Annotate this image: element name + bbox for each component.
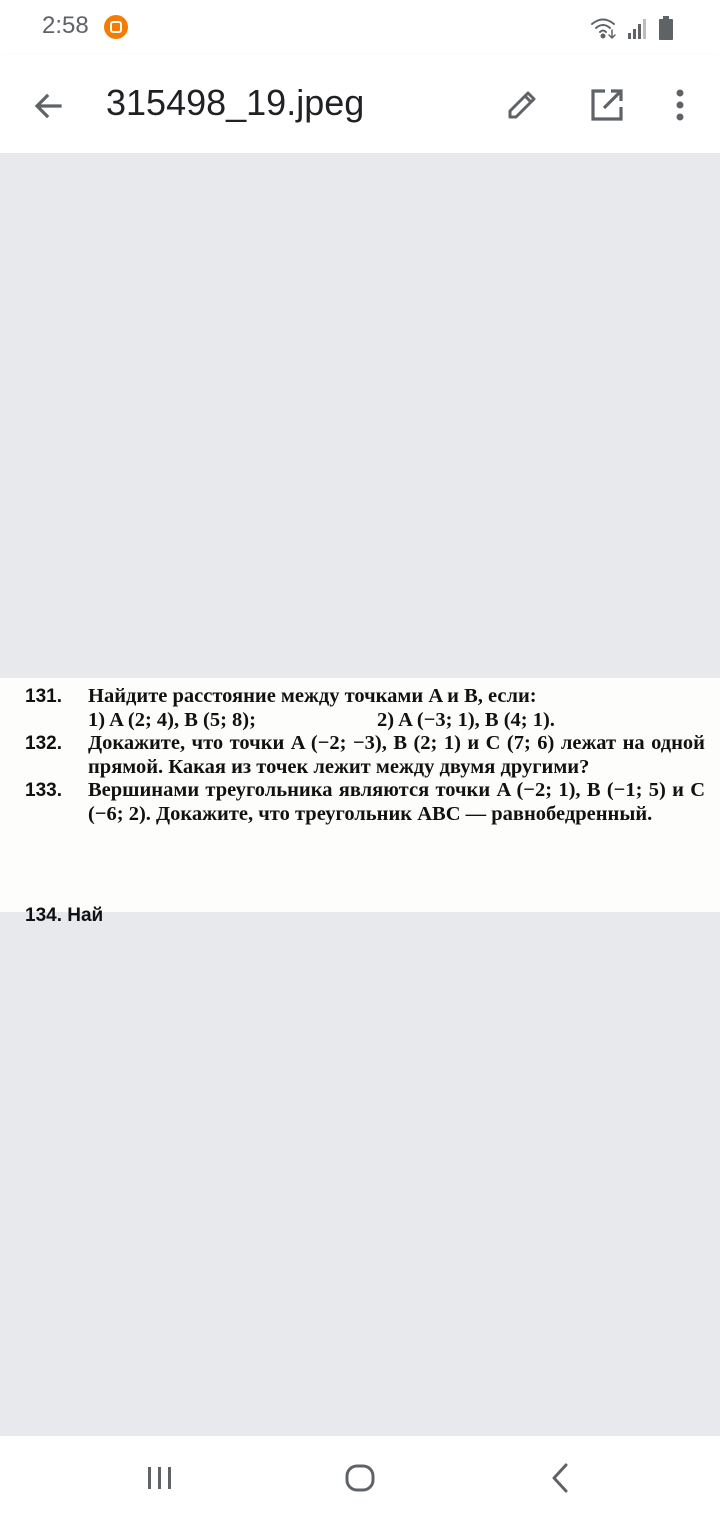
problem-text: Найдите расстояние между точками A и B, если: xyxy=(88,685,537,707)
status-icons xyxy=(590,16,680,40)
cut-off-line: 134. Най xyxy=(25,905,104,926)
status-time: 2:58 xyxy=(42,12,89,39)
sub-item: 1) A (2; 4), B (5; 8); xyxy=(88,708,256,731)
signal-icon xyxy=(628,19,646,39)
app-bar xyxy=(0,55,720,153)
back-icon[interactable] xyxy=(542,1458,582,1498)
mi-badge-icon xyxy=(104,15,128,39)
file-title: 315498_19.jpeg xyxy=(106,82,365,123)
image-viewer[interactable] xyxy=(0,153,720,1436)
problem-132 xyxy=(25,732,705,779)
home-icon[interactable] xyxy=(340,1458,380,1498)
battery-icon xyxy=(659,16,673,40)
problem-133 xyxy=(25,779,705,826)
recents-icon[interactable] xyxy=(140,1458,180,1498)
problem-number: 132. xyxy=(25,733,62,754)
document-text xyxy=(25,685,705,826)
more-vert-icon[interactable] xyxy=(660,83,700,127)
problem-number: 133. xyxy=(25,780,62,801)
sub-items xyxy=(88,709,705,733)
problem-131 xyxy=(25,685,705,732)
status-bar xyxy=(0,0,720,55)
problem-text: Вершинами треугольника являются точки A (−2; 1), B (−1; 5) и C (−6; 2). Докажите, что треугольник ABC — равнобедренный. xyxy=(88,779,705,825)
back-arrow-icon[interactable] xyxy=(26,84,70,128)
wifi-icon xyxy=(592,20,615,39)
problem-text: Докажите, что точки A (−2; −3), B (2; 1) и C (7; 6) лежат на одной прямой. Какая из точек лежит между двумя другими? xyxy=(88,732,705,778)
document-image[interactable] xyxy=(0,678,720,926)
problem-number: 131. xyxy=(25,686,62,707)
navigation-bar xyxy=(0,1436,720,1520)
sub-item: 2) A (−3; 1), B (4; 1). xyxy=(377,708,555,731)
edit-icon[interactable] xyxy=(500,83,544,127)
open-in-new-icon[interactable] xyxy=(585,83,629,127)
